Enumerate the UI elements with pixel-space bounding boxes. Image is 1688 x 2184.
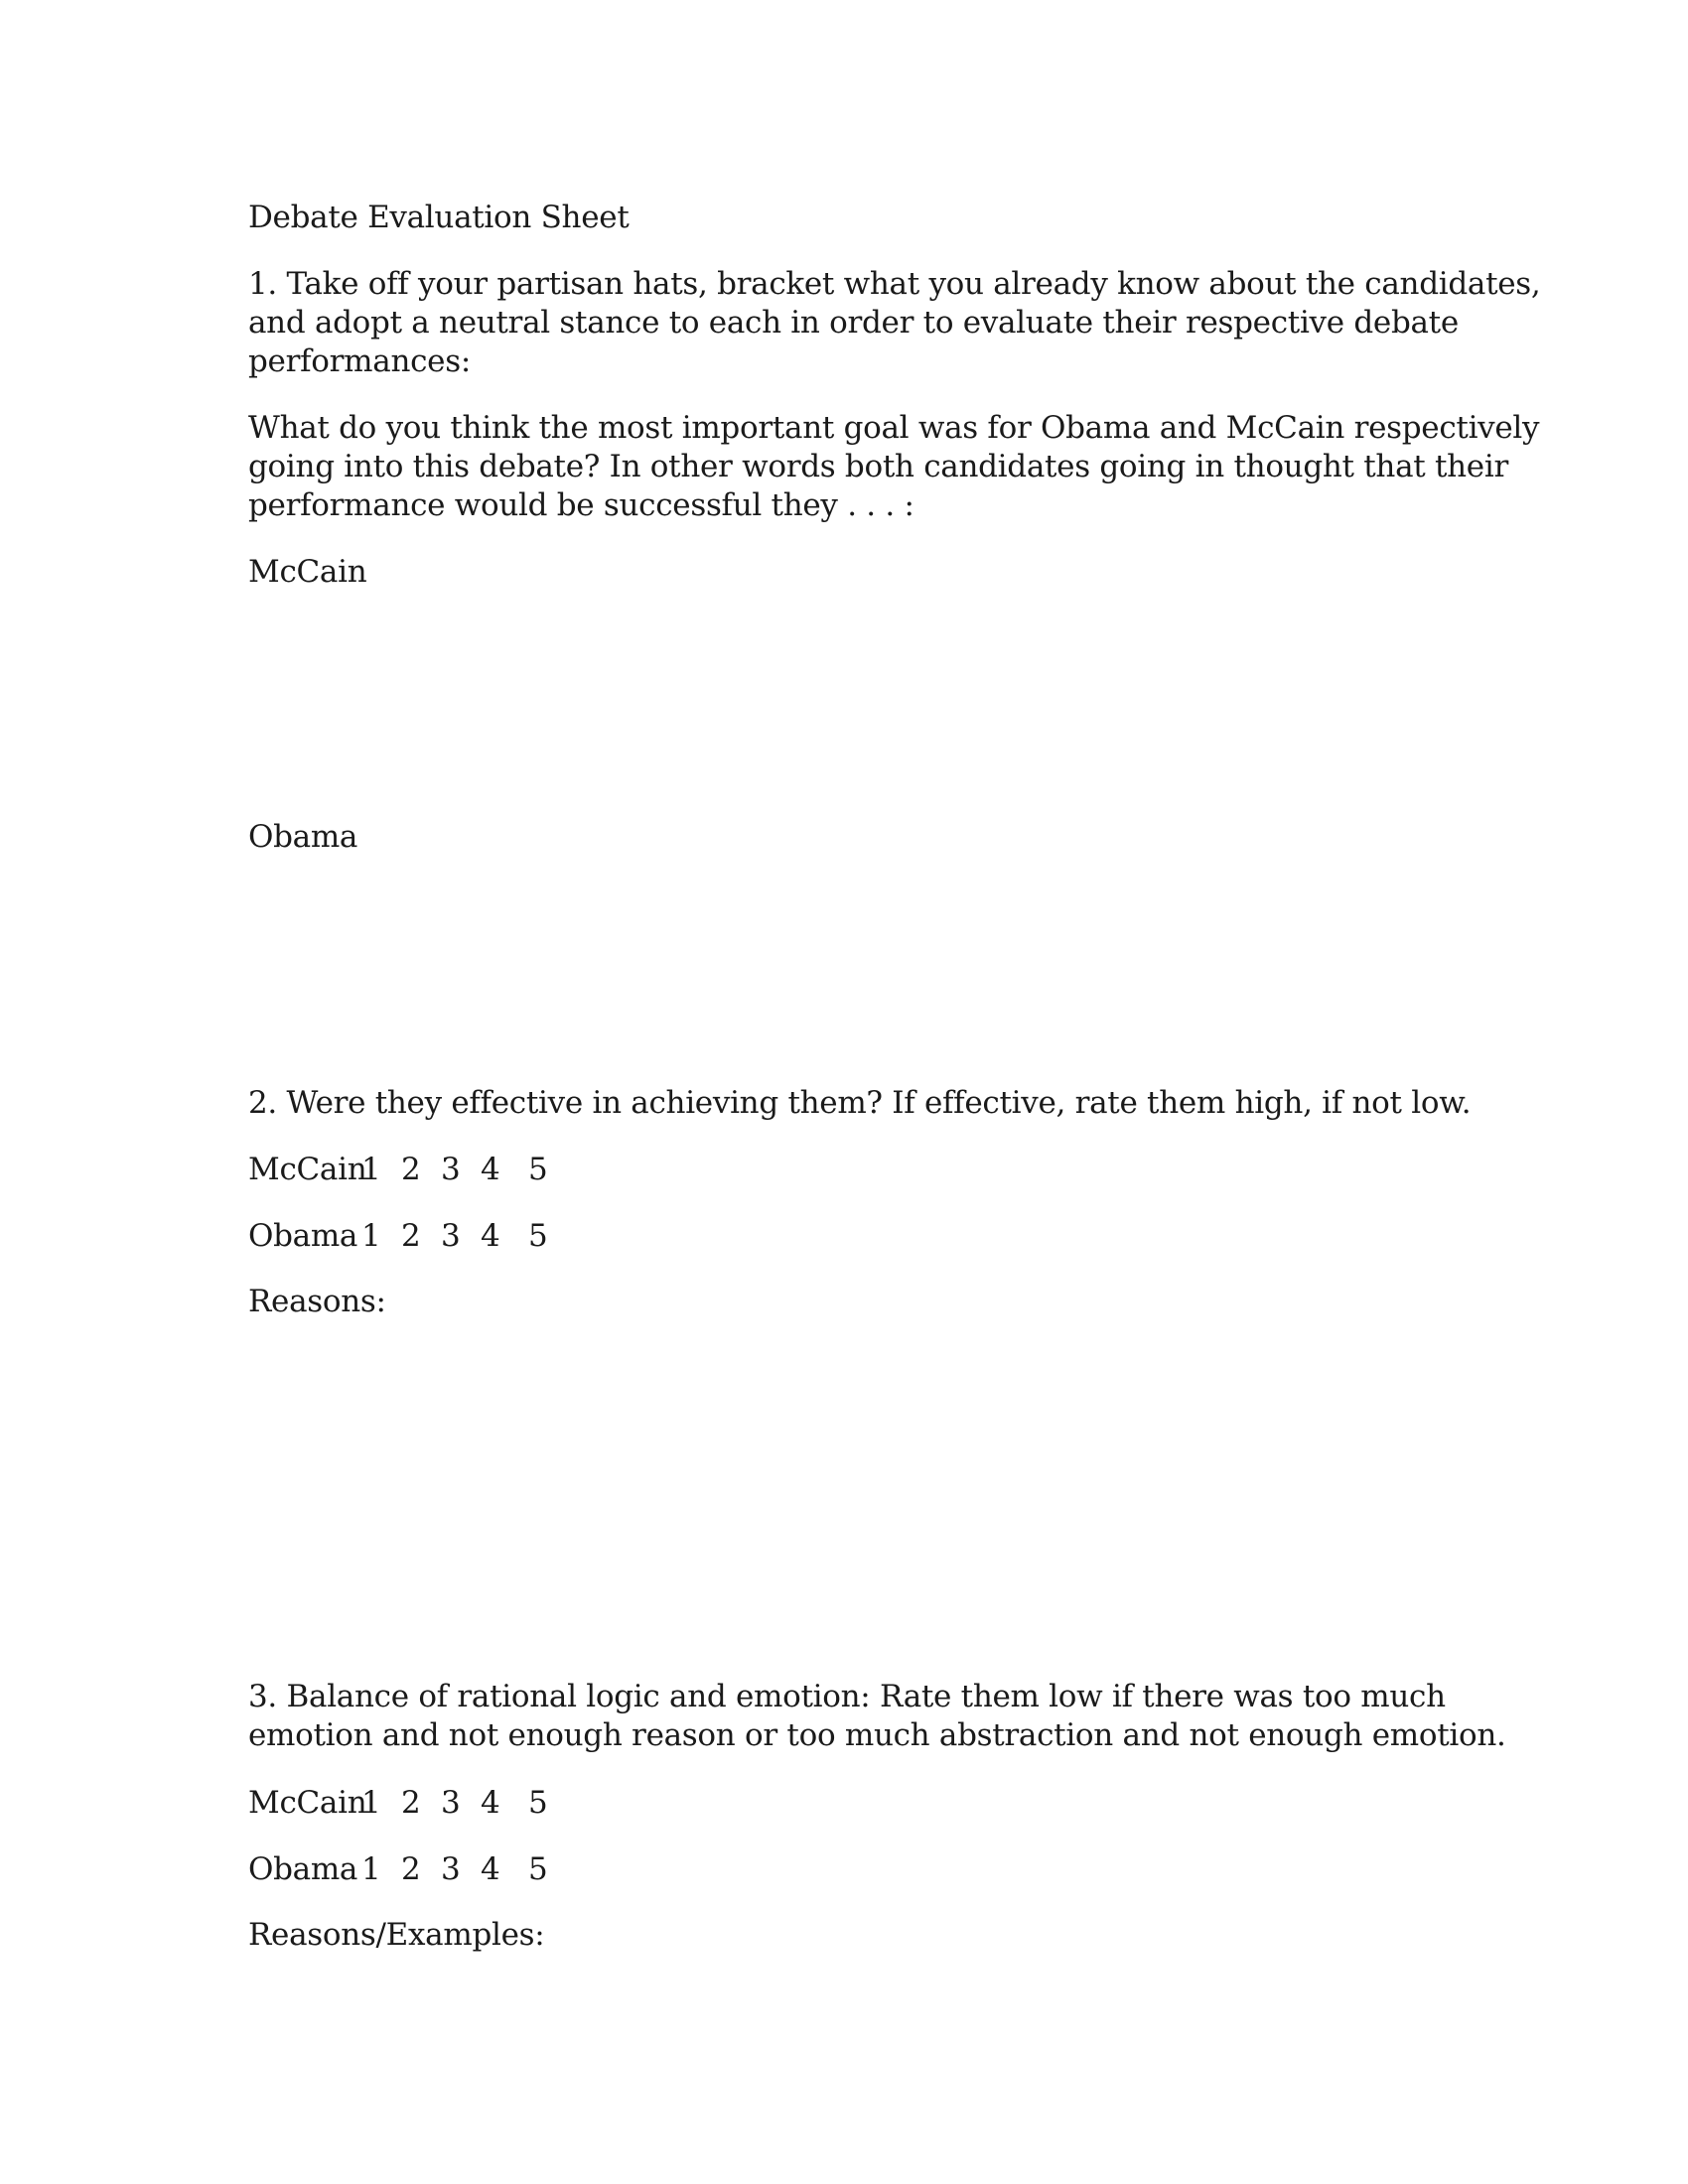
- rating-option-1[interactable]: 1: [361, 1218, 381, 1254]
- section1-intro: [248, 265, 1541, 381]
- rating-option-3[interactable]: 3: [441, 1785, 461, 1821]
- section3-question: [248, 1678, 1506, 1755]
- rating-option-2[interactable]: 2: [401, 1218, 421, 1254]
- section3-mccain-rating: [248, 1784, 568, 1823]
- section3-obama-rating: [248, 1850, 568, 1889]
- rating-option-4[interactable]: 4: [481, 1785, 500, 1821]
- rating-option-5[interactable]: 5: [528, 1785, 548, 1821]
- section1-question-line: going into this debate? In other words both candidates going in thought that their: [248, 449, 1508, 484]
- rating-option-4[interactable]: 4: [481, 1851, 500, 1887]
- section1-intro-line: 1. Take off your partisan hats, bracket what you already know about the candidates,: [248, 266, 1541, 302]
- rating-option-5[interactable]: 5: [528, 1152, 548, 1187]
- rating-option-3[interactable]: 3: [441, 1218, 461, 1254]
- document-title: Debate Evaluation Sheet: [248, 200, 630, 235]
- rating-option-3[interactable]: 3: [441, 1152, 461, 1187]
- rating-candidate-label: McCain: [248, 1152, 367, 1187]
- section3-reasons-label: Reasons/Examples:: [248, 1917, 545, 1953]
- section2-obama-rating: [248, 1217, 568, 1256]
- section2-reasons-label: Reasons:: [248, 1284, 386, 1319]
- section1-question: [248, 409, 1540, 525]
- rating-option-2[interactable]: 2: [401, 1152, 421, 1187]
- section1-intro-line: performances:: [248, 343, 471, 379]
- rating-option-3[interactable]: 3: [441, 1851, 461, 1887]
- rating-candidate-label: Obama: [248, 1218, 358, 1254]
- rating-option-5[interactable]: 5: [528, 1851, 548, 1887]
- rating-candidate-label: Obama: [248, 1851, 358, 1887]
- section3-question-line: emotion and not enough reason or too much abstraction and not enough emotion.: [248, 1717, 1506, 1753]
- section3-question-line: 3. Balance of rational logic and emotion: Rate them low if there was too much: [248, 1679, 1446, 1714]
- rating-candidate-label: McCain: [248, 1785, 367, 1821]
- section1-intro-line: and adopt a neutral stance to each in order to evaluate their respective debate: [248, 305, 1459, 341]
- rating-option-1[interactable]: 1: [361, 1152, 381, 1187]
- section1-obama-label: Obama: [248, 819, 358, 855]
- rating-option-1[interactable]: 1: [361, 1851, 381, 1887]
- rating-option-4[interactable]: 4: [481, 1152, 500, 1187]
- rating-option-1[interactable]: 1: [361, 1785, 381, 1821]
- section1-mccain-label: McCain: [248, 554, 367, 590]
- rating-option-5[interactable]: 5: [528, 1218, 548, 1254]
- section1-question-line: What do you think the most important goal was for Obama and McCain respectively: [248, 410, 1540, 446]
- section1-question-line: performance would be successful they . . . :: [248, 487, 914, 523]
- rating-option-4[interactable]: 4: [481, 1218, 500, 1254]
- section2-question: 2. Were they effective in achieving them? If effective, rate them high, if not low.: [248, 1085, 1472, 1121]
- section2-mccain-rating: [248, 1151, 568, 1189]
- rating-option-2[interactable]: 2: [401, 1785, 421, 1821]
- rating-option-2[interactable]: 2: [401, 1851, 421, 1887]
